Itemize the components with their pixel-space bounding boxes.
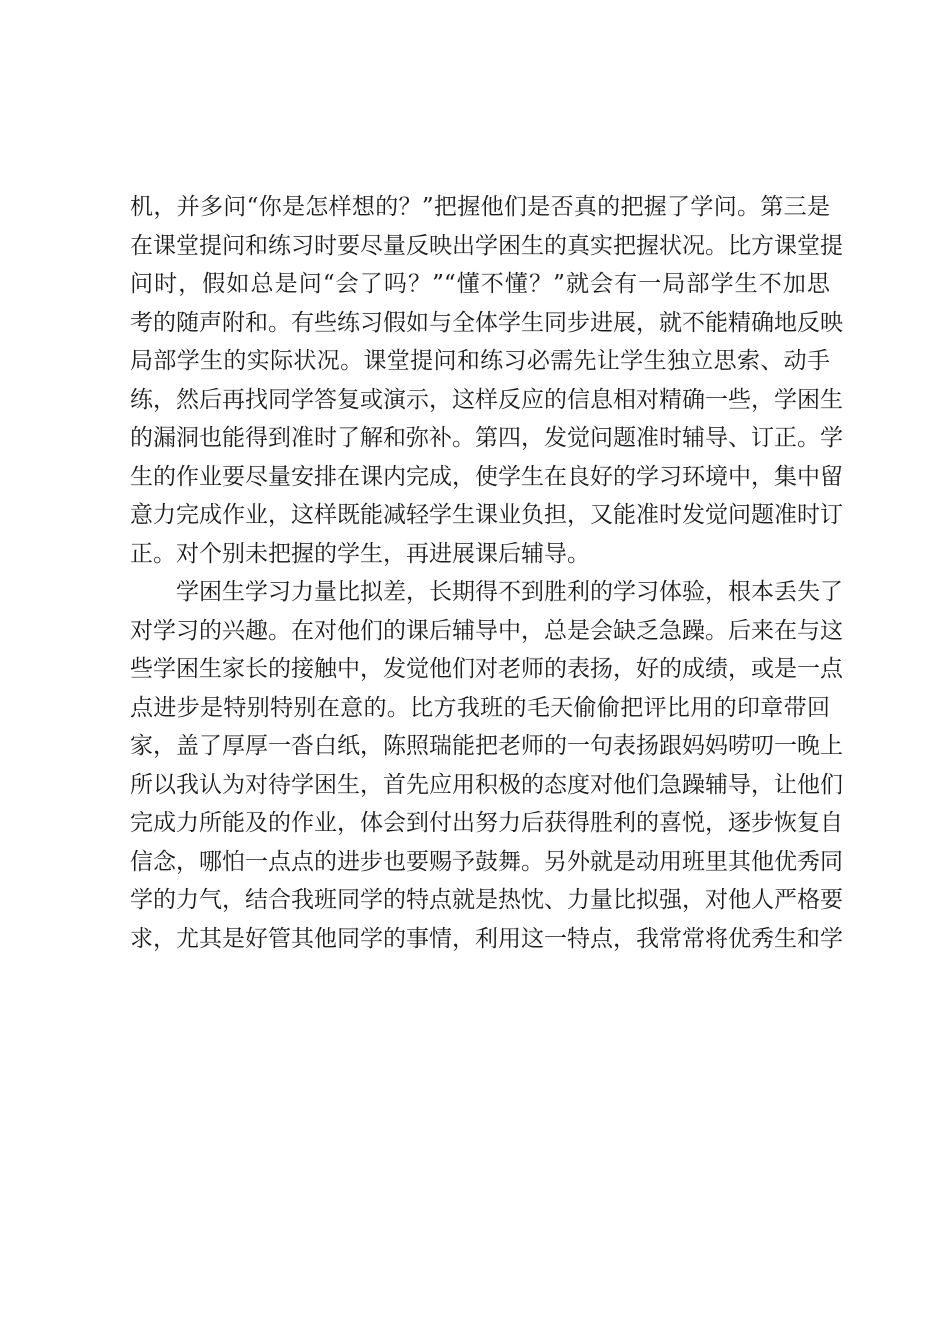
text-line: 机，并多问“你是怎样想的？”把握他们是否真的把握了学问。第三是 xyxy=(130,194,830,220)
text-line: 在课堂提问和练习时要尽量反映出学困生的真实把握状况。比方课堂提 xyxy=(130,232,843,259)
text-line: 家，盖了厚厚一沓白纸，陈照瑞能把老师的一句表扬跟妈妈唠叨一晚上 xyxy=(130,733,843,759)
text-line: 所以我认为对待学困生，首先应用积极的态度对他们急躁辅导，让他们 xyxy=(130,771,843,798)
text-line: 考的随声附和。有些练习假如与全体学生同步进展，就不能精确地反映 xyxy=(130,309,843,336)
paragraph-start-line: 学困生学习力量比拟差，长期得不到胜利的学习体验，根本丢失了 xyxy=(176,579,843,605)
text-line: 对学习的兴趣。在对他们的课后辅导中，总是会缺乏急躁。后来在与这 xyxy=(130,617,843,644)
text-line: 练，然后再找同学答复或演示，这样反应的信息相对精确一些，学困生 xyxy=(130,386,843,413)
text-line: 点进步是特别特别在意的。比方我班的毛天偷偷把评比用的印章带回 xyxy=(130,694,830,721)
text-line: 完成力所能及的作业，体会到付出努力后获得胜利的喜悦，逐步恢复自 xyxy=(130,810,843,836)
paragraph-end-line: 正。对个别未把握的学生，再进展课后辅导。 xyxy=(130,540,590,567)
text-line: 些学困生家长的接触中，发觉他们对老师的表扬，好的成绩，或是一点 xyxy=(130,656,843,682)
text-line: 问时，假如总是问“会了吗？”“懂不懂？”就会有一局部学生不加思 xyxy=(130,271,830,297)
text-line: 信念，哪怕一点点的进步也要赐予鼓舞。另外就是动用班里其他优秀同 xyxy=(130,848,843,875)
text-line: 局部学生的实际状况。课堂提问和练习必需先让学生独立思索、动手 xyxy=(130,348,830,374)
text-line: 求，尤其是好管其他同学的事情，利用这一特点，我常常将优秀生和学 xyxy=(130,925,843,952)
text-line: 生的作业要尽量安排在课内完成，使学生在良好的学习环境中，集中留 xyxy=(130,463,843,490)
text-line: 学的力气，结合我班同学的特点就是热忱、力量比拟强，对他人严格要 xyxy=(130,887,843,913)
text-line: 的漏洞也能得到准时了解和弥补。第四，发觉问题准时辅导、订正。学 xyxy=(130,425,843,451)
text-line: 意力完成作业，这样既能减轻学生课业负担，又能准时发觉问题准时订 xyxy=(130,502,843,528)
body-text xyxy=(130,188,843,958)
